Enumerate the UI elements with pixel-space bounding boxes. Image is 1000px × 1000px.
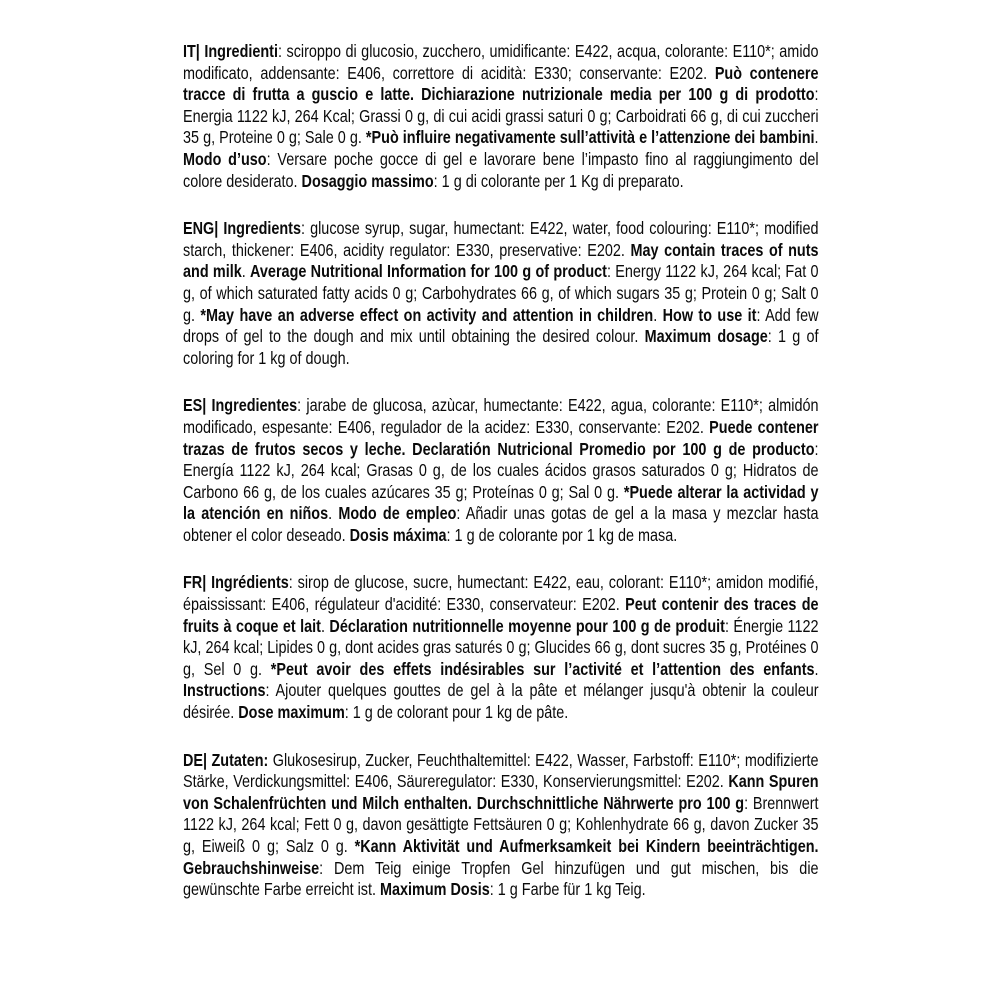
regular-text-run: : 1 g Farbe für 1 kg Teig.: [489, 879, 646, 900]
regular-text-run: : Dem Teig einige Tropfen Gel hinzufügen und gut mischen, bis die gewünschte Farbe erreicht ist.: [183, 857, 819, 900]
bold-text-run: Puede contener trazas de frutos secos y leche. Declaratión Nutricional Promedio por 100 g de producto: [183, 416, 819, 459]
paragraph-it: [183, 41, 819, 192]
bold-text-run: FR| Ingrédients: [183, 572, 289, 593]
paragraph-fr: [183, 572, 819, 723]
regular-text-run: .: [241, 261, 251, 282]
bold-text-run: *Kann Aktivität und Aufmerksamkeit bei Kindern beeinträchtigen. Gebrauchshinweise: [183, 836, 819, 878]
regular-text-run: : Añadir unas gotas de gel a la masa y mezclar hasta obtener el color deseado.: [183, 503, 819, 545]
multilingual-ingredients-text: [183, 41, 819, 927]
bold-text-run: Kann Spuren von Schalenfrüchten und Milch enthalten. Durchschnittliche Nährwerte pro 100 g: [183, 771, 819, 813]
bold-text-run: Dosis máxima: [349, 524, 447, 545]
regular-text-run: Glukosesirup, Zucker, Feuchthaltemittel: E422, Wasser, Farbstoff: E110*; modifizierte Stärke, Verdickungsmittel: E406, Säureregulator: E330, Konservierungsmittel: E202.: [183, 749, 819, 792]
bold-text-run: IT| Ingredienti: [183, 41, 278, 61]
regular-text-run: : 1 g of coloring for 1 kg of dough.: [183, 326, 819, 368]
regular-text-run: : Versare poche gocce di gel e lavorare bene l’impasto fino al raggiungimento del colore desiderato.: [183, 148, 819, 191]
regular-text-run: : Énergie 1122 kJ, 264 kcal; Lipides 0 g, dont acides gras saturés 0 g; Glucides 66 g, dont sucres 35 g, Protéines 0 g, Sel 0 g.: [183, 615, 819, 679]
bold-text-run: Average Nutritional Information for 100 g of product: [250, 261, 607, 282]
bold-text-run: Modo d’uso: [183, 148, 267, 169]
regular-text-run: : 1 g de colorant pour 1 kg de pâte.: [344, 702, 569, 723]
regular-text-run: : Ajouter quelques gouttes de gel à la pâte et mélanger jusqu'à obtenir la couleur désirée.: [183, 680, 819, 723]
bold-text-run: ES| Ingredientes: [183, 395, 298, 416]
regular-text-run: : jarabe de glucosa, azùcar, humectante: E422, agua, colorante: E110*; almidón modificado, espesante: E406, regulador de la acidez: E330, conservante: E202.: [183, 395, 819, 437]
regular-text-run: .: [328, 503, 339, 524]
bold-text-run: *Peut avoir des effets indésirables sur l’activité et l’attention des enfants: [270, 658, 815, 679]
bold-text-run: *Può influire negativamente sull’attività e l’attenzione dei bambini: [365, 127, 815, 148]
bold-text-run: Maximum dosage: [644, 326, 768, 347]
regular-text-run: : Add few drops of gel to the dough and mix until obtaining the desired colour.: [183, 304, 819, 347]
bold-text-run: Dosaggio massimo: [301, 170, 434, 191]
bold-text-run: DE| Zutaten:: [183, 749, 269, 770]
regular-text-run: : Energia 1122 kJ, 264 Kcal; Grassi 0 g, di cui acidi grassi saturi 0 g; Carboidrati 66 g, di cui zuccheri 35 g, Proteine 0 g; Sale 0 g.: [183, 84, 819, 148]
bold-text-run: May contain traces of nuts and milk: [183, 239, 819, 282]
regular-text-run: .: [653, 304, 663, 325]
paragraph-es: [183, 395, 819, 546]
regular-text-run: : 1 g de colorante por 1 kg de masa.: [446, 524, 678, 545]
bold-text-run: ENG| Ingredients: [183, 218, 301, 239]
bold-text-run: Déclaration nutritionnelle moyenne pour 100 g de produit: [329, 615, 725, 636]
bold-text-run: Dose maximum: [238, 702, 345, 723]
regular-text-run: : sciroppo di glucosio, zucchero, umidificante: E422, acqua, colorante: E110*; amido modificato, addensante: E406, correttore di acidità: E330; conservante: E202.: [183, 41, 819, 83]
regular-text-run: : Energía 1122 kJ, 264 kcal; Grasas 0 g, de los cuales ácidos grasos saturados 0 g; Hidratos de Carbono 66 g, de los cuales azúcares 35 g; Proteínas 0 g; Sal 0 g.: [183, 438, 819, 502]
bold-text-run: Peut contenir des traces de fruits à coque et lait: [183, 594, 819, 636]
bold-text-run: Instructions: [183, 680, 266, 701]
paragraph-de: [183, 750, 819, 901]
regular-text-run: : 1 g di colorante per 1 Kg di preparato.: [433, 170, 684, 191]
regular-text-run: .: [320, 615, 330, 636]
bold-text-run: Può contenere tracce di frutta a guscio e latte. Dichiarazione nutrizionale media per 100 g di prodotto: [183, 62, 819, 105]
regular-text-run: : glucose syrup, sugar, humectant: E422, water, food colouring: E110*; modified starch, thickener: E406, acidity regulator: E330, preservative: E202.: [183, 218, 819, 260]
bold-text-run: Maximum Dosis: [380, 879, 490, 900]
bold-text-run: *Puede alterar la actividad y la atención en niños: [183, 481, 819, 524]
paragraph-eng: [183, 218, 819, 369]
regular-text-run: : Energy 1122 kJ, 264 kcal; Fat 0 g, of which saturated fatty acids 0 g; Carbohydrates 66 g, of which sugars 35 g; Protein 0 g; Salt 0 g.: [183, 261, 819, 325]
bold-text-run: *May have an adverse effect on activity and attention in children: [200, 304, 654, 325]
regular-text-run: : Brennwert 1122 kJ, 264 kcal; Fett 0 g, davon gesättigte Fettsäuren 0 g; Kohlenhydrate 66 g, davon Zucker 35 g, Eiweiß 0 g; Salz 0 g.: [183, 792, 819, 856]
regular-text-run: .: [814, 127, 819, 148]
regular-text-run: : sirop de glucose, sucre, humectant: E422, eau, colorant: E110*; amidon modifié, épaississant: E406, régulateur d'acidité: E330, conservateur: E202.: [183, 572, 819, 615]
regular-text-run: .: [814, 658, 819, 679]
bold-text-run: How to use it: [662, 304, 757, 325]
bold-text-run: Modo de empleo: [338, 503, 457, 524]
